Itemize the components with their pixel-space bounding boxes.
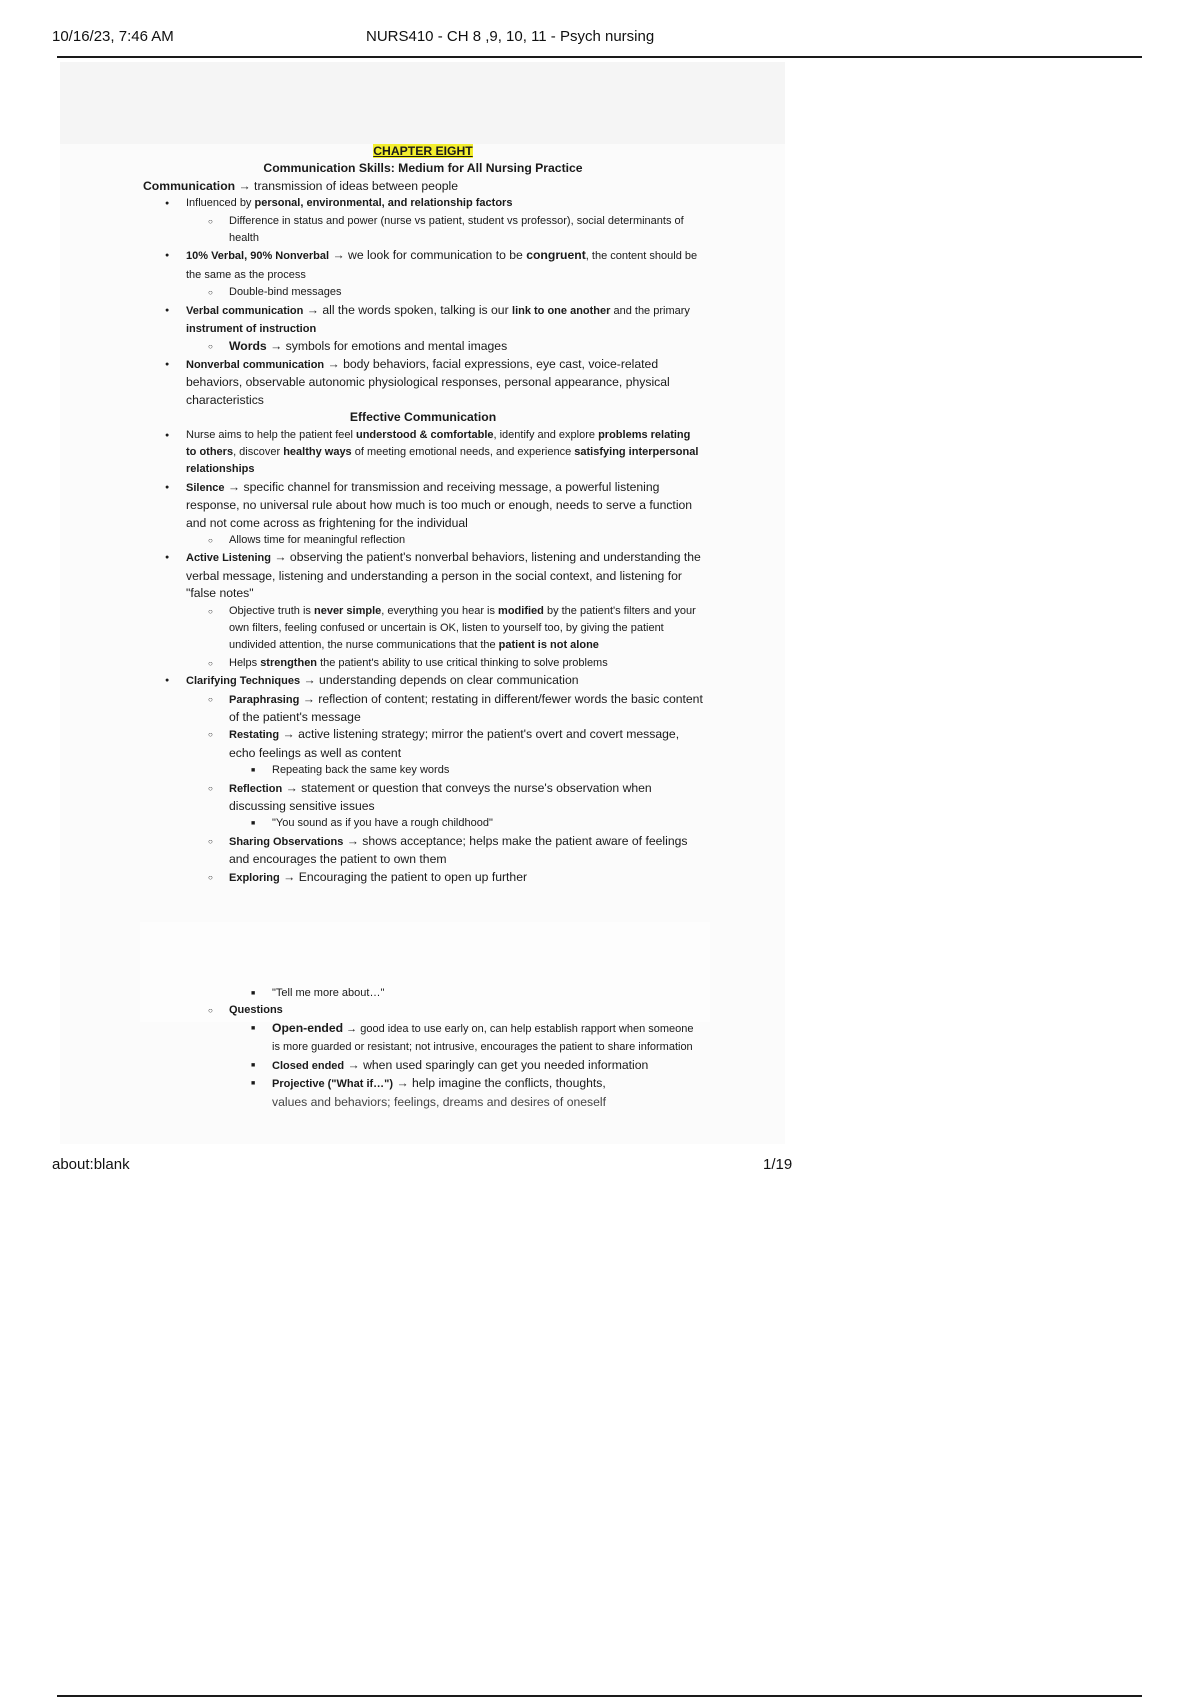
list-item: ● Silence → specific channel for transmission and receiving message, a powerful listening response, no universal rule about how much is too much or enough, needs to serve a function and not come across as frightening for the individual	[143, 479, 703, 532]
list-item: ■ "Tell me more about…"	[143, 985, 703, 1002]
page-top-shade	[60, 62, 785, 144]
header-divider	[57, 56, 1142, 58]
list-item: ○ Paraphrasing → reflection of content; restating in different/fewer words the basic content of the patient's message	[143, 691, 703, 727]
list-item: ● Nurse aims to help the patient feel understood & comfortable, identify and explore problems relating to others, discover healthy ways of meeting emotional needs, and experience satisfying interpersonal relationships	[143, 427, 703, 479]
clipped-line	[143, 1094, 703, 1100]
list-item: ○ Helps strengthen the patient's ability to use critical thinking to solve problems	[143, 655, 703, 672]
list-item: ○ Words → symbols for emotions and mental images	[143, 338, 703, 355]
chapter-subtitle: Communication Skills: Medium for All Nursing Practice	[263, 161, 583, 176]
print-footer-page-number: 1/19	[763, 1156, 793, 1173]
exploring-continued-list	[143, 985, 703, 1093]
list-item: ■ Closed ended → when used sparingly can get you needed information	[143, 1057, 703, 1075]
communication-list	[143, 195, 703, 409]
list-item: ○ Sharing Observations → shows acceptance; helps make the patient aware of feelings and encourages the patient to own them	[143, 833, 703, 869]
section-heading: Effective Communication	[349, 410, 497, 425]
list-item: ○ Allows time for meaningful reflection	[143, 532, 703, 549]
footer-divider	[57, 1695, 1142, 1697]
page-gap	[143, 887, 703, 985]
list-item: ○ Difference in status and power (nurse vs patient, student vs professor), social determinants of health	[143, 213, 703, 248]
effective-communication-list	[143, 427, 703, 888]
print-header-datetime: 10/16/23, 7:46 AM	[52, 28, 174, 45]
list-item: ● Nonverbal communication → body behaviors, facial expressions, eye cast, voice-related behaviors, observable autonomic physiological responses, personal appearance, physical characteristics	[143, 356, 703, 409]
list-item: ○ Double-bind messages	[143, 284, 703, 301]
list-item: ■ Open-ended → good idea to use early on, can help establish rapport when someone is more guarded or resistant; not intrusive, encourages the patient to share information	[143, 1020, 703, 1057]
document-body	[143, 143, 703, 1100]
list-item: ■ Projective ("What if…") → help imagine the conflicts, thoughts,	[143, 1075, 703, 1093]
print-header-title: NURS410 - CH 8 ,9, 10, 11 - Psych nursing	[366, 28, 655, 45]
communication-definition: Communication → transmission of ideas between people	[143, 178, 458, 193]
list-item: ● Clarifying Techniques → understanding depends on clear communication	[143, 672, 703, 690]
list-item: ● 10% Verbal, 90% Nonverbal → we look for communication to be congruent, the content should be the same as the process	[143, 247, 703, 284]
list-item: ● Verbal communication → all the words spoken, talking is our link to one another and the primary instrument of instruction	[143, 302, 703, 339]
chapter-title: CHAPTER EIGHT	[373, 144, 473, 158]
list-item: ○ Exploring → Encouraging the patient to open up further	[143, 869, 703, 887]
list-item: ● Active Listening → observing the patient's nonverbal behaviors, listening and understanding the verbal message, listening and understanding a person in the social context, and listening for "false notes"	[143, 549, 703, 602]
list-item: ○ Restating → active listening strategy; mirror the patient's overt and covert message, echo feelings as well as content	[143, 726, 703, 762]
print-footer-url: about:blank	[52, 1156, 130, 1173]
list-item: ■ "You sound as if you have a rough childhood"	[143, 815, 703, 832]
list-item: ○ Questions	[143, 1002, 703, 1019]
list-item: ● Influenced by personal, environmental, and relationship factors	[143, 195, 703, 212]
list-item: ■ Repeating back the same key words	[143, 762, 703, 779]
list-item: ○ Reflection → statement or question that conveys the nurse's observation when discussing sensitive issues	[143, 780, 703, 816]
list-item: ○ Objective truth is never simple, everything you hear is modified by the patient's filters and your own filters, feeling confused or uncertain is OK, listen to yourself too, by giving the patient undivided attention, the nurse communications that the patient is not alone	[143, 603, 703, 655]
